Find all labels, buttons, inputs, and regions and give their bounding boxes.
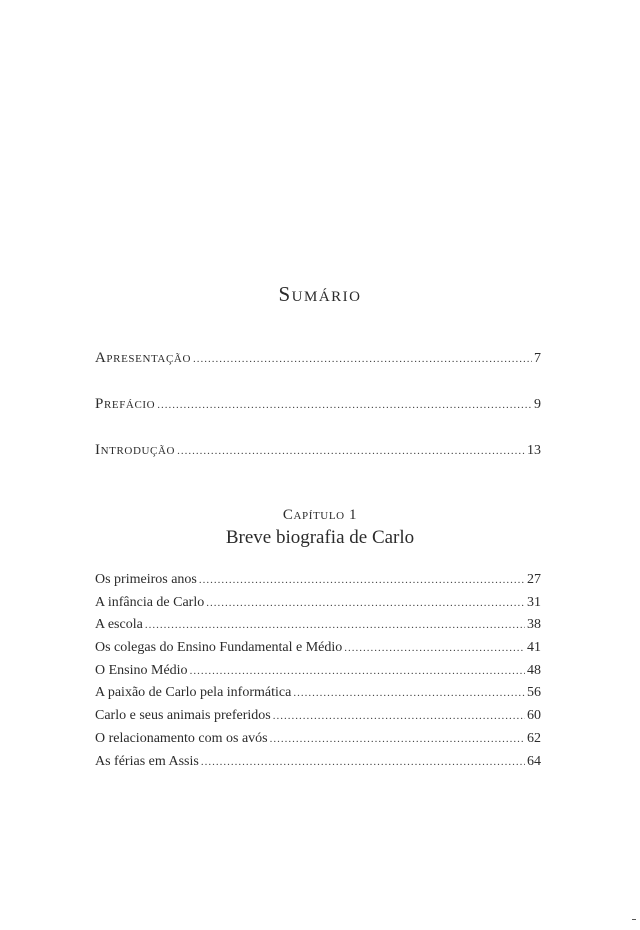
toc-entry-label: Introdução — [95, 442, 176, 458]
toc-entry-label: Carlo e seus animais preferidos — [95, 708, 271, 724]
chapter-entries-list — [95, 572, 541, 776]
toc-entry[interactable] — [95, 685, 541, 708]
dot-leader — [193, 353, 532, 365]
chapter-label: Capítulo 1 — [282, 507, 358, 523]
toc-entry-apresentacao[interactable] — [95, 350, 541, 374]
toc-entry-label: O Ensino Médio — [95, 662, 188, 678]
toc-entry[interactable] — [95, 731, 541, 754]
toc-entry-label: A infância de Carlo — [95, 594, 205, 610]
toc-entry[interactable] — [95, 754, 541, 777]
toc-entry-label: Os primeiros anos — [95, 572, 197, 587]
toc-entry-label: A escola — [95, 617, 143, 633]
toc-entry-page: 56 — [527, 685, 541, 701]
dot-leader — [157, 399, 532, 411]
toc-entry-label: Prefácio — [95, 396, 156, 412]
toc-entry-prefacio[interactable] — [95, 396, 541, 420]
toc-entry-page: 62 — [527, 730, 541, 746]
dot-leader — [206, 597, 525, 609]
toc-entry[interactable] — [95, 617, 541, 640]
dot-leader — [270, 733, 525, 745]
dot-leader — [190, 665, 525, 677]
page-title: Sumário — [278, 282, 362, 306]
toc-entry-page: 60 — [527, 708, 541, 724]
toc-entry-page: 64 — [527, 753, 541, 769]
toc-entry-page: 27 — [527, 572, 541, 587]
chapter-heading — [0, 506, 640, 550]
toc-entry[interactable] — [95, 572, 541, 595]
toc-entry-page: 38 — [527, 617, 541, 633]
toc-entry-label: Os colegas do Ensino Fundamental e Médio — [95, 640, 343, 656]
dot-leader — [145, 619, 525, 631]
dot-leader — [273, 710, 525, 722]
toc-entry-page: 9 — [534, 397, 541, 412]
scan-mark — [632, 919, 636, 920]
toc-entry-page: 13 — [527, 443, 541, 458]
toc-entry-page: 48 — [527, 662, 541, 678]
toc-entry-page: 31 — [527, 594, 541, 610]
dot-leader — [344, 642, 525, 654]
chapter-title: Breve biografia de Carlo — [225, 527, 415, 548]
toc-entry-introducao[interactable] — [95, 442, 541, 466]
toc-entry[interactable] — [95, 640, 541, 663]
toc-entry-label: As férias em Assis — [95, 753, 199, 769]
toc-entry[interactable] — [95, 708, 541, 731]
toc-entry-label: O relacionamento com os avós — [95, 730, 268, 746]
toc-entry-label: A paixão de Carlo pela informática — [95, 685, 292, 701]
toc-entry-label: Apresentação — [95, 350, 191, 366]
toc-entry[interactable] — [95, 595, 541, 618]
dot-leader — [293, 687, 525, 699]
dot-leader — [201, 756, 525, 768]
toc-entry-page: 7 — [534, 351, 541, 366]
dot-leader — [177, 445, 525, 457]
toc-entry-page: 41 — [527, 640, 541, 656]
toc-entry[interactable] — [95, 663, 541, 686]
front-matter-list — [95, 350, 541, 488]
dot-leader — [199, 574, 525, 586]
